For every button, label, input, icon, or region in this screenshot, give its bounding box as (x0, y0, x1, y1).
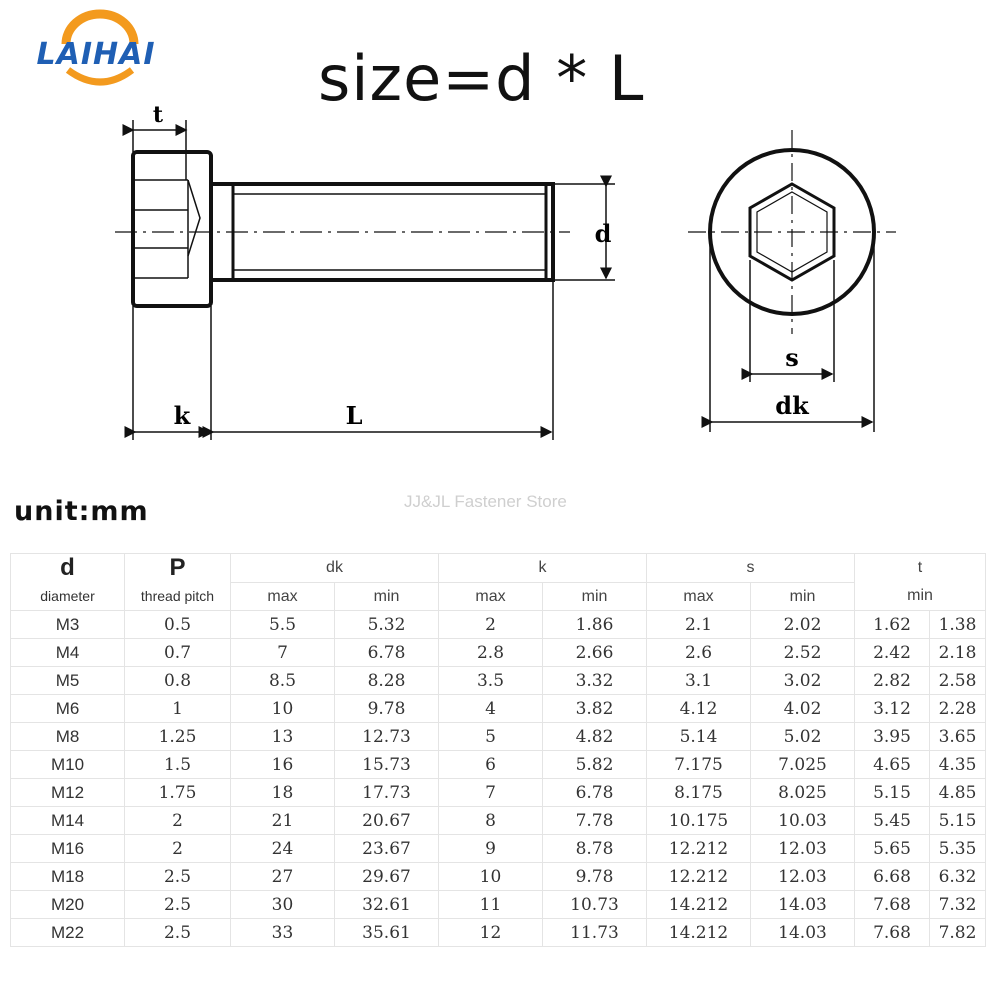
cell-pitch: 2.5 (125, 891, 231, 919)
cell-s-max: 14.212 (647, 891, 751, 919)
table-row (11, 863, 986, 891)
cell-s-max: 12.212 (647, 835, 751, 863)
dimension-table (10, 553, 986, 947)
cell-pitch: 2.5 (125, 863, 231, 891)
cell-t-b: 6.32 (930, 863, 986, 891)
cell-pitch: 0.5 (125, 611, 231, 639)
cell-s-max: 12.212 (647, 863, 751, 891)
cell-dk-min: 29.67 (335, 863, 439, 891)
cell-s-min: 7.025 (751, 751, 855, 779)
cell-t-b: 2.28 (930, 695, 986, 723)
header-p-caption: thread pitch (125, 583, 231, 611)
cell-k-max: 5 (439, 723, 543, 751)
cell-size: M22 (11, 919, 125, 947)
cell-k-min: 3.32 (543, 667, 647, 695)
cell-t-a: 4.65 (855, 751, 930, 779)
cell-t-b: 7.82 (930, 919, 986, 947)
cell-s-max: 2.1 (647, 611, 751, 639)
cell-t-b: 2.58 (930, 667, 986, 695)
cell-k-max: 3.5 (439, 667, 543, 695)
cell-pitch: 0.8 (125, 667, 231, 695)
cell-k-max: 7 (439, 779, 543, 807)
cell-dk-min: 23.67 (335, 835, 439, 863)
cell-t-b: 2.18 (930, 639, 986, 667)
cell-size: M18 (11, 863, 125, 891)
cell-t-a: 3.95 (855, 723, 930, 751)
cell-pitch: 1 (125, 695, 231, 723)
cell-t-a: 6.68 (855, 863, 930, 891)
header-k-max: max (439, 583, 543, 611)
cell-dk-max: 27 (231, 863, 335, 891)
cell-k-min: 5.82 (543, 751, 647, 779)
table-row (11, 639, 986, 667)
cell-dk-max: 21 (231, 807, 335, 835)
cell-s-min: 12.03 (751, 835, 855, 863)
header-k-min: min (543, 583, 647, 611)
cell-k-min: 10.73 (543, 891, 647, 919)
cell-pitch: 1.25 (125, 723, 231, 751)
cell-size: M8 (11, 723, 125, 751)
label-k: k (173, 401, 191, 430)
cell-s-min: 4.02 (751, 695, 855, 723)
table-row (11, 807, 986, 835)
cell-k-min: 11.73 (543, 919, 647, 947)
brand-logo (8, 8, 186, 88)
cell-s-min: 3.02 (751, 667, 855, 695)
header-s-max: max (647, 583, 751, 611)
store-watermark: JJ&JL Fastener Store (404, 492, 567, 511)
cell-t-a: 2.82 (855, 667, 930, 695)
cell-pitch: 2 (125, 807, 231, 835)
cell-s-max: 3.1 (647, 667, 751, 695)
cell-s-max: 8.175 (647, 779, 751, 807)
cell-k-max: 2 (439, 611, 543, 639)
cell-k-min: 7.78 (543, 807, 647, 835)
header-t-min: min (855, 583, 986, 611)
cell-k-max: 10 (439, 863, 543, 891)
table-row (11, 919, 986, 947)
table-row (11, 611, 986, 639)
cell-dk-min: 32.61 (335, 891, 439, 919)
table-row (11, 779, 986, 807)
cell-s-min: 14.03 (751, 919, 855, 947)
table-row (11, 891, 986, 919)
cell-dk-max: 24 (231, 835, 335, 863)
cell-pitch: 2.5 (125, 919, 231, 947)
table-row (11, 723, 986, 751)
logo-text: LAIHAI (36, 37, 156, 72)
cell-k-max: 2.8 (439, 639, 543, 667)
cell-t-a: 1.62 (855, 611, 930, 639)
table-row (11, 667, 986, 695)
cell-dk-max: 18 (231, 779, 335, 807)
cell-k-min: 1.86 (543, 611, 647, 639)
cell-s-max: 7.175 (647, 751, 751, 779)
cell-t-a: 3.12 (855, 695, 930, 723)
cell-k-min: 6.78 (543, 779, 647, 807)
cell-dk-max: 10 (231, 695, 335, 723)
cell-t-a: 5.45 (855, 807, 930, 835)
cell-t-a: 5.15 (855, 779, 930, 807)
header-dk-min: min (335, 583, 439, 611)
cell-pitch: 0.7 (125, 639, 231, 667)
cell-k-min: 8.78 (543, 835, 647, 863)
cell-t-b: 1.38 (930, 611, 986, 639)
cell-k-max: 9 (439, 835, 543, 863)
cell-s-min: 8.025 (751, 779, 855, 807)
label-L: L (345, 401, 363, 430)
header-k: k (439, 554, 647, 583)
cell-s-min: 14.03 (751, 891, 855, 919)
cell-dk-min: 5.32 (335, 611, 439, 639)
cell-dk-max: 33 (231, 919, 335, 947)
cell-t-a: 2.42 (855, 639, 930, 667)
cell-s-max: 4.12 (647, 695, 751, 723)
cell-t-b: 7.32 (930, 891, 986, 919)
cell-size: M16 (11, 835, 125, 863)
cell-dk-max: 30 (231, 891, 335, 919)
cell-s-max: 14.212 (647, 919, 751, 947)
header-p-symbol: P (125, 554, 231, 583)
cell-s-min: 5.02 (751, 723, 855, 751)
cell-s-min: 10.03 (751, 807, 855, 835)
cell-dk-max: 13 (231, 723, 335, 751)
cell-k-max: 6 (439, 751, 543, 779)
cell-k-min: 9.78 (543, 863, 647, 891)
cell-dk-max: 7 (231, 639, 335, 667)
cell-size: M20 (11, 891, 125, 919)
cell-k-min: 2.66 (543, 639, 647, 667)
cell-t-a: 7.68 (855, 891, 930, 919)
cell-size: M6 (11, 695, 125, 723)
header-d-symbol: d (11, 554, 125, 583)
cell-t-a: 7.68 (855, 919, 930, 947)
table-row (11, 835, 986, 863)
header-d-caption: diameter (11, 583, 125, 611)
cell-k-max: 4 (439, 695, 543, 723)
label-d: d (594, 219, 612, 248)
cell-dk-min: 20.67 (335, 807, 439, 835)
table-row (11, 695, 986, 723)
cell-dk-min: 9.78 (335, 695, 439, 723)
cell-k-min: 4.82 (543, 723, 647, 751)
cell-size: M3 (11, 611, 125, 639)
header-dk-max: max (231, 583, 335, 611)
screw-technical-drawing (100, 100, 920, 460)
cell-size: M14 (11, 807, 125, 835)
table-row (11, 751, 986, 779)
cell-dk-max: 16 (231, 751, 335, 779)
cell-size: M4 (11, 639, 125, 667)
cell-s-min: 12.03 (751, 863, 855, 891)
header-s: s (647, 554, 855, 583)
cell-k-min: 3.82 (543, 695, 647, 723)
cell-s-max: 10.175 (647, 807, 751, 835)
cell-pitch: 1.5 (125, 751, 231, 779)
screw-end-view (688, 130, 896, 334)
label-s: s (785, 343, 799, 372)
cell-t-b: 5.35 (930, 835, 986, 863)
cell-s-min: 2.52 (751, 639, 855, 667)
dimension-table-body (11, 611, 986, 947)
cell-s-max: 5.14 (647, 723, 751, 751)
cell-s-max: 2.6 (647, 639, 751, 667)
cell-t-b: 3.65 (930, 723, 986, 751)
cell-k-max: 12 (439, 919, 543, 947)
cell-dk-min: 35.61 (335, 919, 439, 947)
cell-s-min: 2.02 (751, 611, 855, 639)
header-t: t (855, 554, 986, 583)
cell-size: M5 (11, 667, 125, 695)
cell-t-b: 5.15 (930, 807, 986, 835)
cell-t-b: 4.35 (930, 751, 986, 779)
cell-t-a: 5.65 (855, 835, 930, 863)
header-dk: dk (231, 554, 439, 583)
unit-label: unit:mm (14, 496, 149, 527)
size-formula-heading: size=d * L (318, 42, 645, 115)
header-s-min: min (751, 583, 855, 611)
cell-dk-min: 15.73 (335, 751, 439, 779)
cell-dk-min: 17.73 (335, 779, 439, 807)
cell-k-max: 8 (439, 807, 543, 835)
label-t: t (152, 102, 164, 128)
cell-dk-min: 8.28 (335, 667, 439, 695)
cell-pitch: 2 (125, 835, 231, 863)
cell-dk-min: 12.73 (335, 723, 439, 751)
cell-size: M12 (11, 779, 125, 807)
cell-k-max: 11 (439, 891, 543, 919)
cell-dk-max: 5.5 (231, 611, 335, 639)
label-dk: dk (775, 391, 809, 420)
cell-dk-min: 6.78 (335, 639, 439, 667)
cell-dk-max: 8.5 (231, 667, 335, 695)
screw-side-view (115, 152, 570, 306)
cell-size: M10 (11, 751, 125, 779)
cell-pitch: 1.75 (125, 779, 231, 807)
cell-t-b: 4.85 (930, 779, 986, 807)
